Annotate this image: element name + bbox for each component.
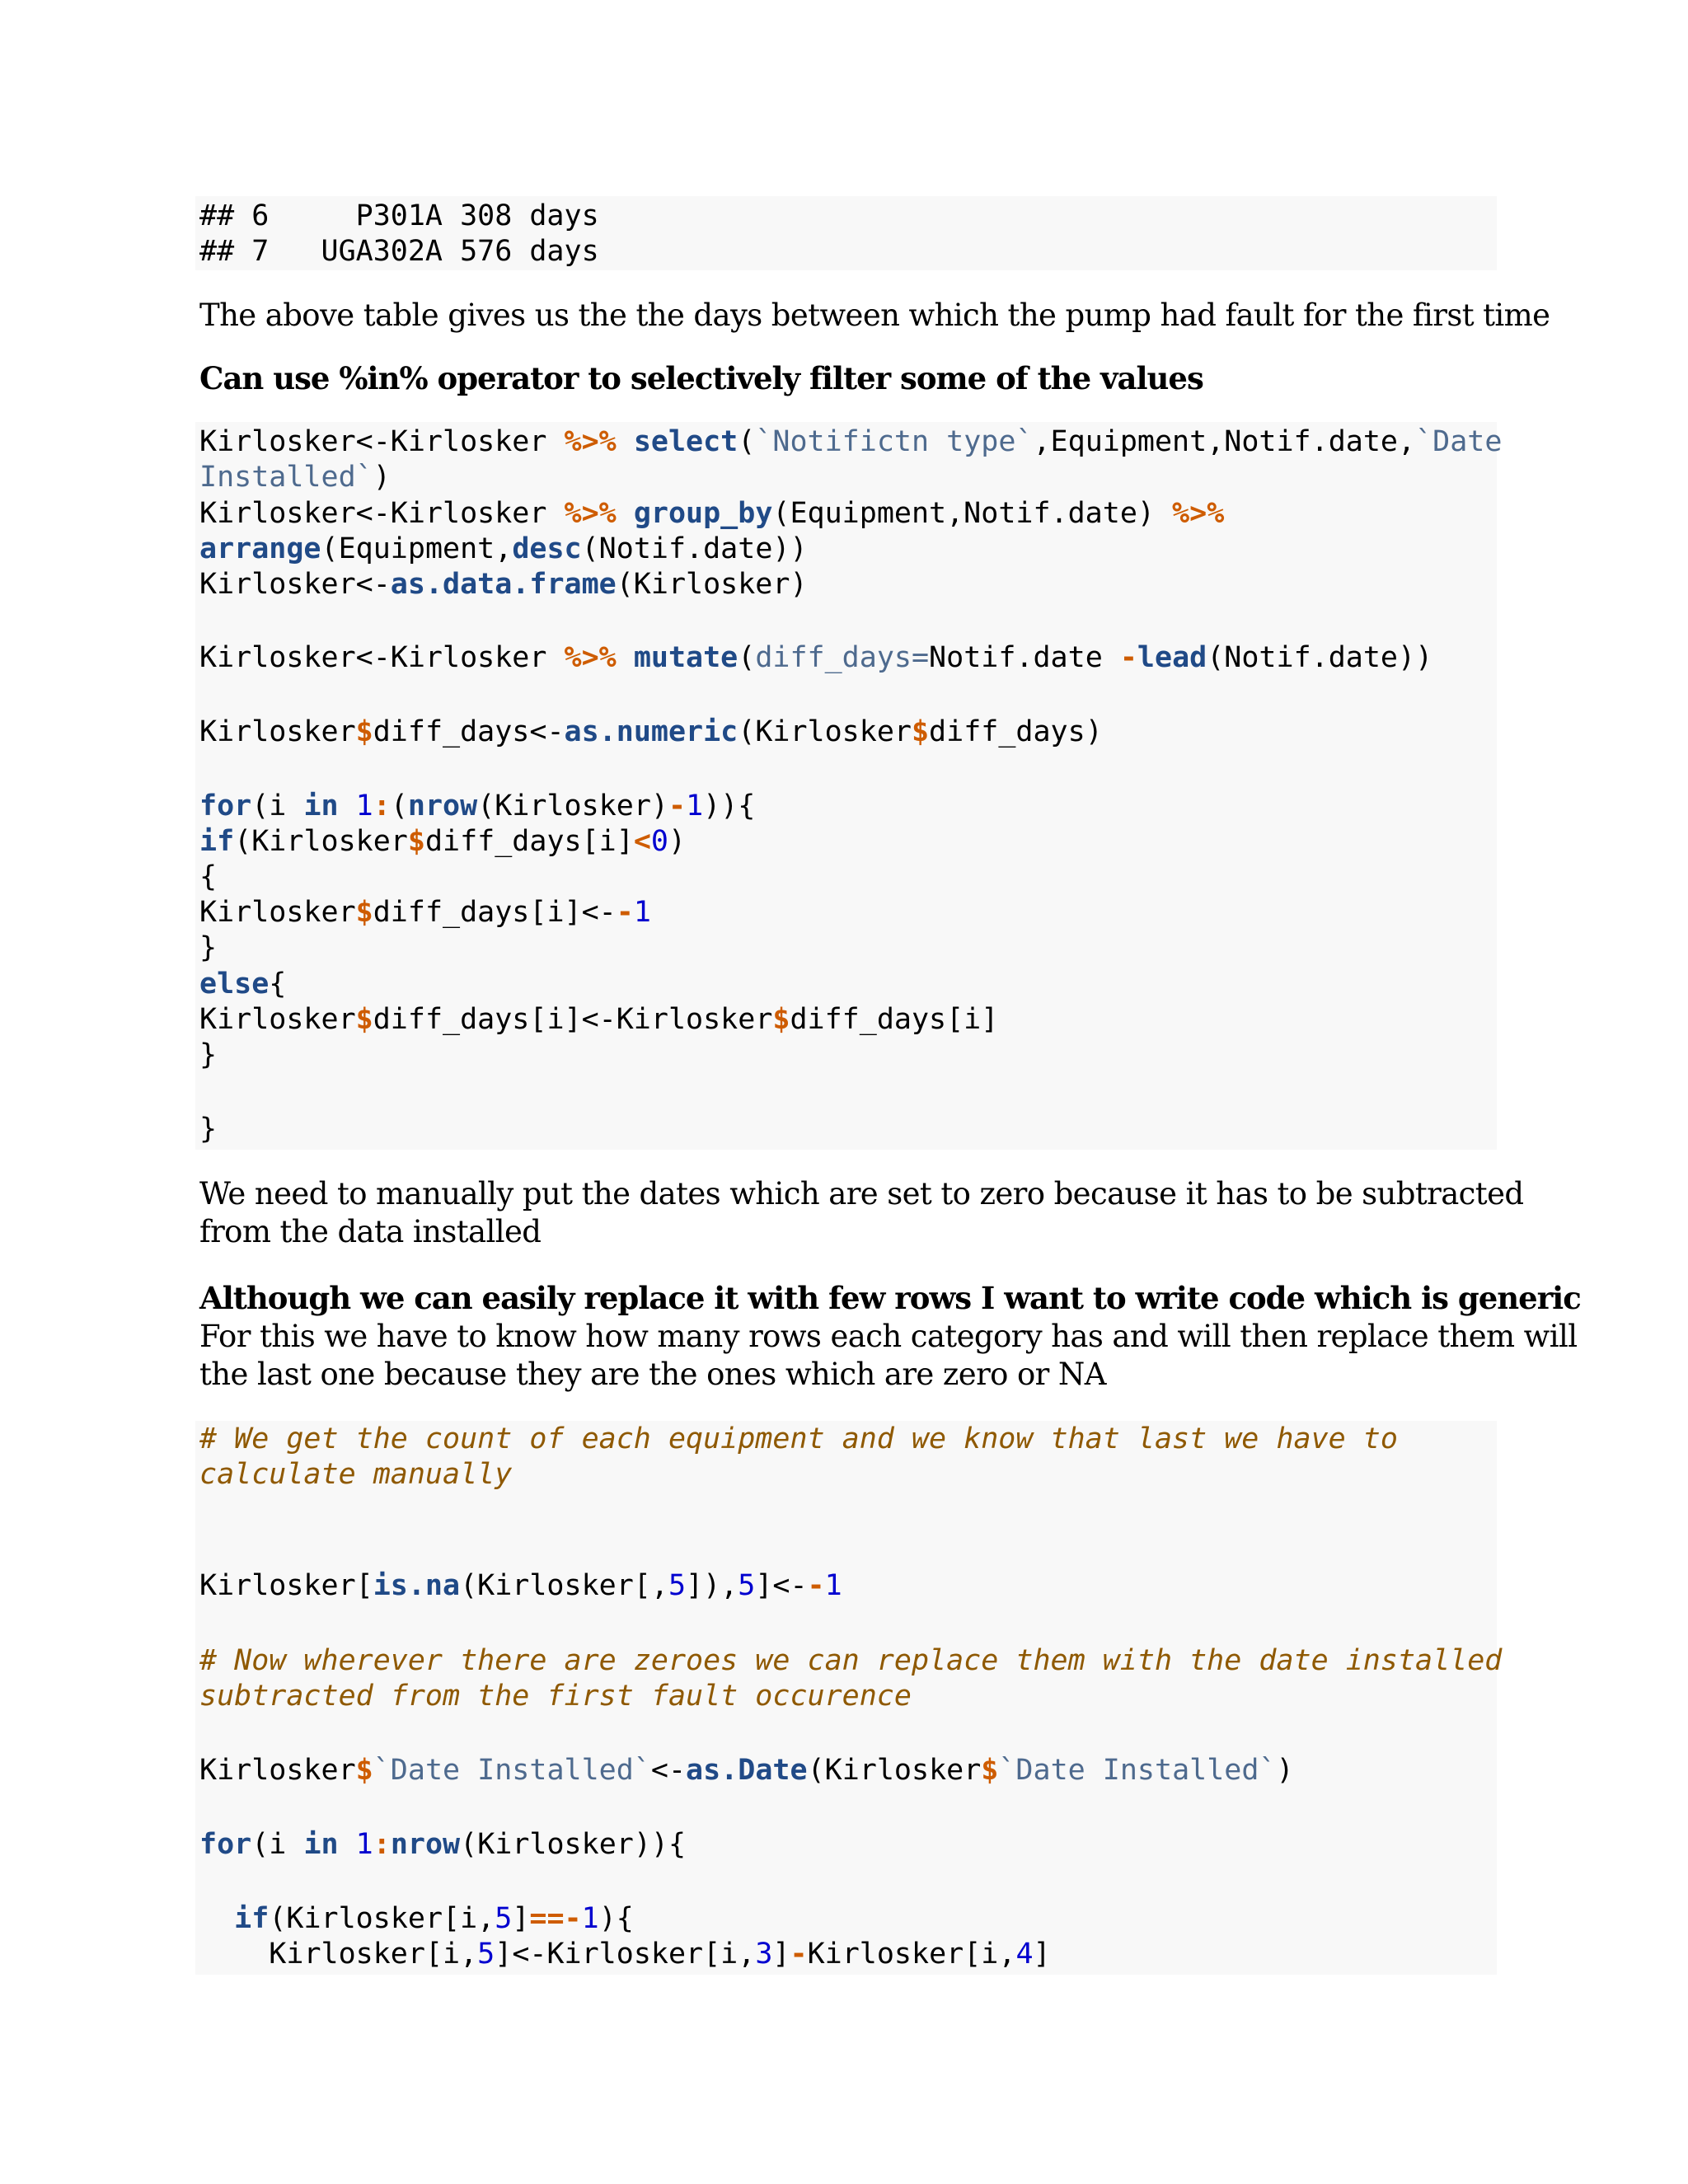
code-line: Kirlosker<-Kirlosker %>% mutate(diff_days=Notif.date -lead(Notif.date)) — [199, 641, 1433, 674]
code-line: arrange(Equipment,desc(Notif.date)) — [199, 532, 808, 565]
paragraph: For this we have to know how many rows each category has and will then replace them will — [199, 1319, 1578, 1354]
code-line: if(Kirlosker[i,5]==-1){ — [234, 1902, 634, 1935]
section-heading: Although we can easily replace it with few rows I want to write code which is generic — [199, 1280, 1581, 1316]
code-comment: calculate manually — [199, 1458, 513, 1491]
code-line: Kirlosker[is.na(Kirlosker[,5]),5]<--1 — [199, 1569, 842, 1602]
code-line: } — [199, 931, 218, 964]
code-line: if(Kirlosker$diff_days[i]<0) — [199, 825, 687, 858]
code-line: Kirlosker[i,5]<-Kirlosker[i,3]-Kirlosker[i,4] — [269, 1938, 1051, 1971]
code-comment: # Now wherever there are zeroes we can replace them with the date installed — [199, 1644, 1503, 1677]
code-line: Kirlosker$diff_days[i]<-Kirlosker$diff_days[i] — [199, 1003, 999, 1036]
paragraph: the last one because they are the ones which are zero or NA — [199, 1357, 1106, 1392]
code-line: Kirlosker$`Date Installed`<-as.Date(Kirlosker$`Date Installed`) — [199, 1754, 1294, 1787]
paragraph: The above table gives us the the days between which the pump had fault for the first time — [199, 298, 1550, 333]
code-line: Kirlosker<-Kirlosker %>% group_by(Equipment,Notif.date) %>% — [199, 497, 1225, 530]
code-output-line: ## 7 UGA302A 576 days — [199, 235, 599, 268]
code-line: Kirlosker$diff_days<-as.numeric(Kirlosker$diff_days) — [199, 715, 1103, 748]
code-line: Kirlosker<-as.data.frame(Kirlosker) — [199, 568, 808, 601]
code-comment: # We get the count of each equipment and we know that last we have to — [199, 1422, 1398, 1455]
code-line: for(i in 1:(nrow(Kirlosker)-1)){ — [199, 790, 756, 823]
code-output-line: ## 6 P301A 308 days — [199, 199, 599, 232]
code-line: Kirlosker$diff_days[i]<--1 — [199, 896, 651, 929]
code-line: else{ — [199, 968, 287, 1001]
code-comment: subtracted from the first fault occurence — [199, 1680, 912, 1713]
code-line: Installed`) — [199, 461, 391, 494]
paragraph: We need to manually put the dates which are set to zero because it has to be subtracted — [199, 1176, 1524, 1212]
paragraph: from the data installed — [199, 1214, 542, 1249]
code-line: } — [199, 1113, 218, 1146]
code-line: } — [199, 1038, 218, 1071]
code-line: { — [199, 860, 218, 893]
section-heading: Can use %in% operator to selectively filter some of the values — [199, 360, 1203, 396]
code-line: Kirlosker<-Kirlosker %>% select(`Notifictn type`,Equipment,Notif.date,`Date — [199, 425, 1503, 458]
code-line: for(i in 1:nrow(Kirlosker)){ — [199, 1828, 687, 1861]
